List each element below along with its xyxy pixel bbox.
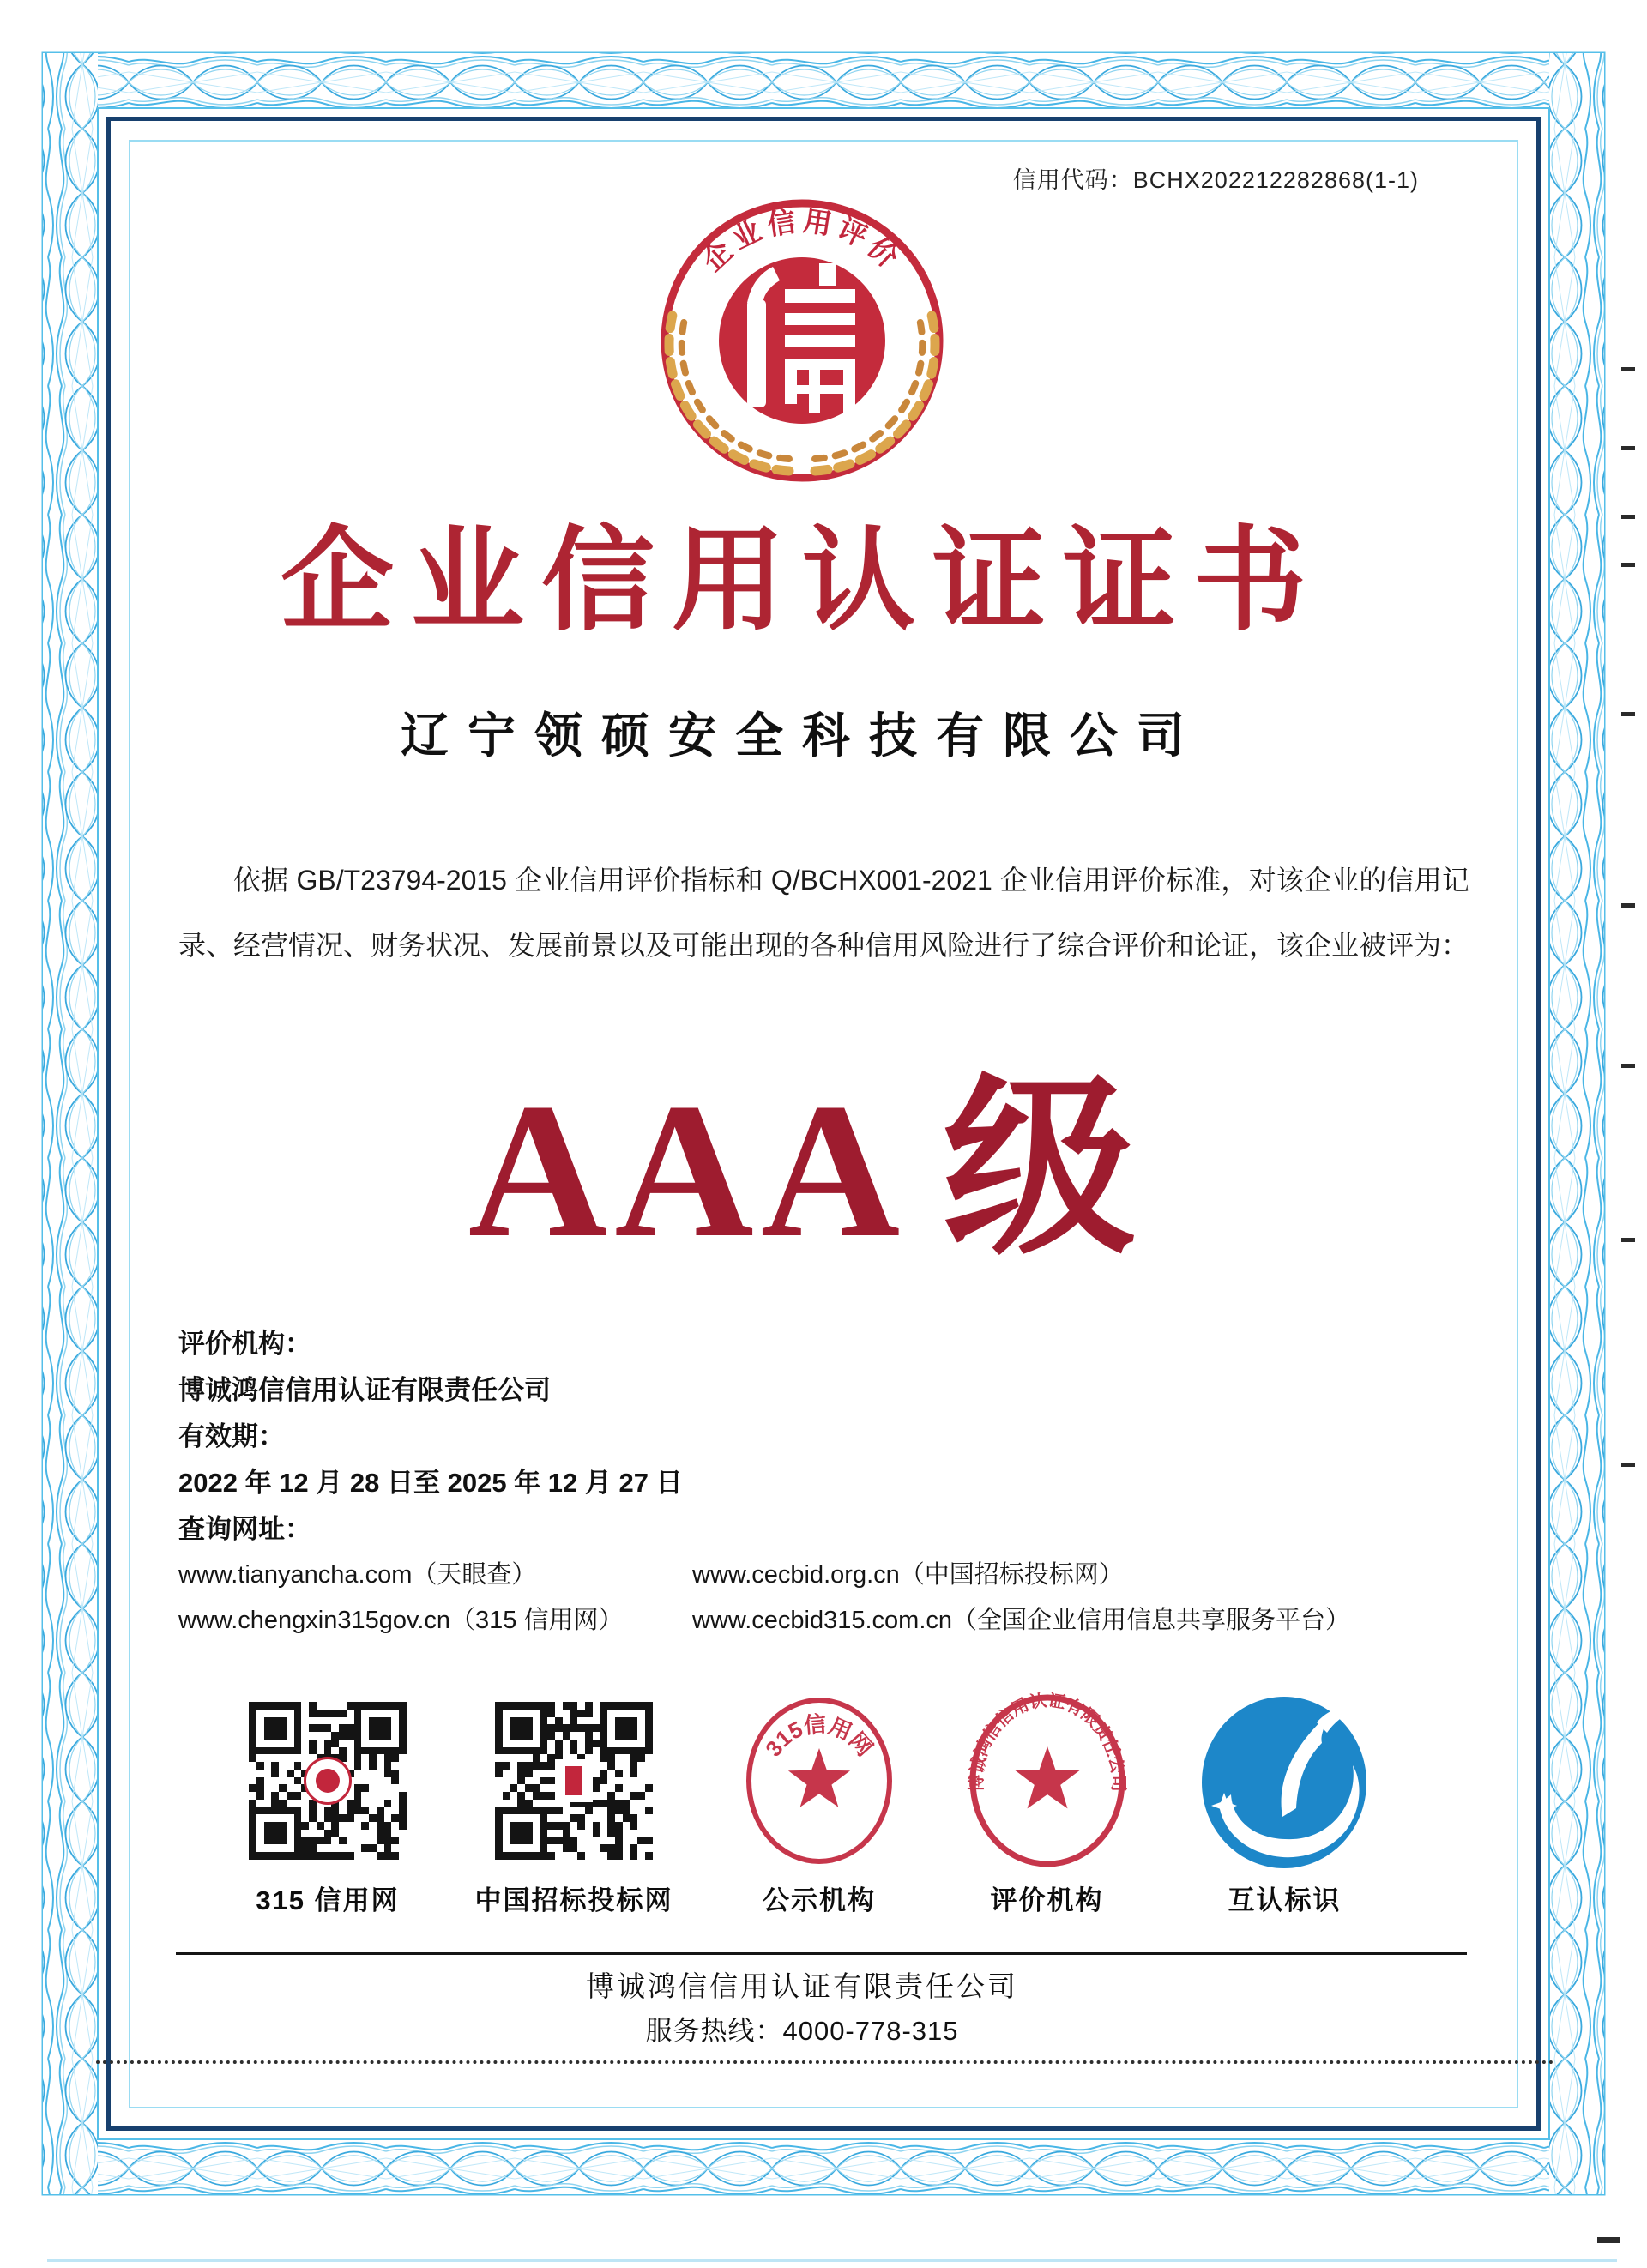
scan-artifact-tick xyxy=(1621,1064,1635,1068)
badge-label: 公示机构 xyxy=(763,1885,876,1915)
certificate-title: 企业信用认证证书 xyxy=(281,517,1324,643)
badge-label: 互认标识 xyxy=(1228,1885,1342,1915)
scan-artifact-tick xyxy=(1621,903,1635,908)
url-tianyancha: www.tianyancha.com（天眼查） xyxy=(178,1561,537,1589)
badge-evaluation-seal xyxy=(966,1693,1129,1917)
seal-star-icon xyxy=(788,1748,850,1807)
badge-label: 评价机构 xyxy=(990,1885,1104,1915)
validity-label: 有效期： xyxy=(178,1421,285,1451)
emblem-arc-text: 企业信用评价 xyxy=(696,204,908,277)
query-url-grid xyxy=(178,1553,1350,1644)
badge-row xyxy=(249,1693,1372,1917)
credit-code: 信用代码：BCHX202212282868(1-1) xyxy=(1012,167,1419,193)
badge-label: 315 信用网 xyxy=(256,1885,400,1915)
url-cecbid315: www.cecbid315.com.cn（全国企业信用信息共享服务平台） xyxy=(692,1607,1351,1634)
footer-separator-line xyxy=(176,1952,1467,1955)
badge-315-credit-qr xyxy=(249,1693,407,1917)
scan-artifact-tick xyxy=(1621,515,1635,519)
qr-center-cecbid-logo-icon xyxy=(555,1759,593,1802)
scan-artifact-tick xyxy=(1621,712,1635,716)
scan-artifact-tick xyxy=(1621,446,1635,450)
red-seal-agency-icon xyxy=(966,1692,1129,1870)
scan-edge-line xyxy=(47,2259,1617,2262)
badge-publicity-seal xyxy=(741,1693,897,1917)
scan-artifact-tick xyxy=(1621,1238,1635,1242)
scan-artifact-tick xyxy=(1621,367,1635,371)
evaluation-info xyxy=(178,1321,1350,1644)
certificate-content xyxy=(129,139,1475,2108)
red-seal-315-icon xyxy=(741,1693,897,1868)
footer-hotline: 服务热线：4000-778-315 xyxy=(645,2016,959,2046)
seal-arc-text: 博诚鸿信信用认证有限责任公司 xyxy=(967,1692,1127,1792)
company-name: 辽宁领硕安全科技有限公司 xyxy=(401,709,1204,763)
agency-name: 博诚鸿信信用认证有限责任公司 xyxy=(178,1375,551,1405)
seal-star-icon xyxy=(1015,1746,1080,1808)
dotted-tear-line xyxy=(96,2060,1554,2064)
badge-mutual-recognition xyxy=(1197,1693,1372,1917)
url-chengxin315: www.chengxin315gov.cn（315 信用网） xyxy=(178,1607,624,1634)
url-cecbid: www.cecbid.org.cn（中国招标投标网） xyxy=(692,1561,1124,1589)
rating-suffix: 级 xyxy=(943,1063,1137,1277)
mutual-recognition-logo-icon xyxy=(1197,1692,1372,1869)
agency-label: 评价机构： xyxy=(178,1329,311,1359)
credit-emblem xyxy=(648,190,956,486)
certificate-body-text: 依据 GB/T23794-2015 企业信用评价指标和 Q/BCHX001-2021 企业信用评价标准，对该企业的信用记录、经营情况、财务状况、发展前景以及可能出现的各种信用风险进行了综合评价和论证，该企业被评为： xyxy=(178,865,1469,961)
credit-rating xyxy=(129,1063,1475,1277)
scan-artifact-tick xyxy=(1597,2237,1620,2243)
query-url-label: 查询网址： xyxy=(178,1514,311,1544)
rating-grade: AAA xyxy=(468,1063,908,1277)
badge-label: 中国招标投标网 xyxy=(474,1885,673,1915)
scan-artifact-tick xyxy=(1621,1463,1635,1467)
scan-artifact-tick xyxy=(1621,563,1635,567)
badge-cecbid-qr xyxy=(475,1693,673,1917)
qr-code-315-icon xyxy=(249,1702,407,1860)
seal-arc-text: 315信用网 xyxy=(760,1710,878,1762)
qr-center-xin-logo-icon xyxy=(304,1757,352,1805)
validity-value: 2022 年 12 月 28 日至 2025 年 12 月 27 日 xyxy=(178,1468,683,1498)
qr-code-cecbid-icon xyxy=(495,1702,653,1860)
footer-company: 博诚鸿信信用认证有限责任公司 xyxy=(586,1970,1018,2002)
